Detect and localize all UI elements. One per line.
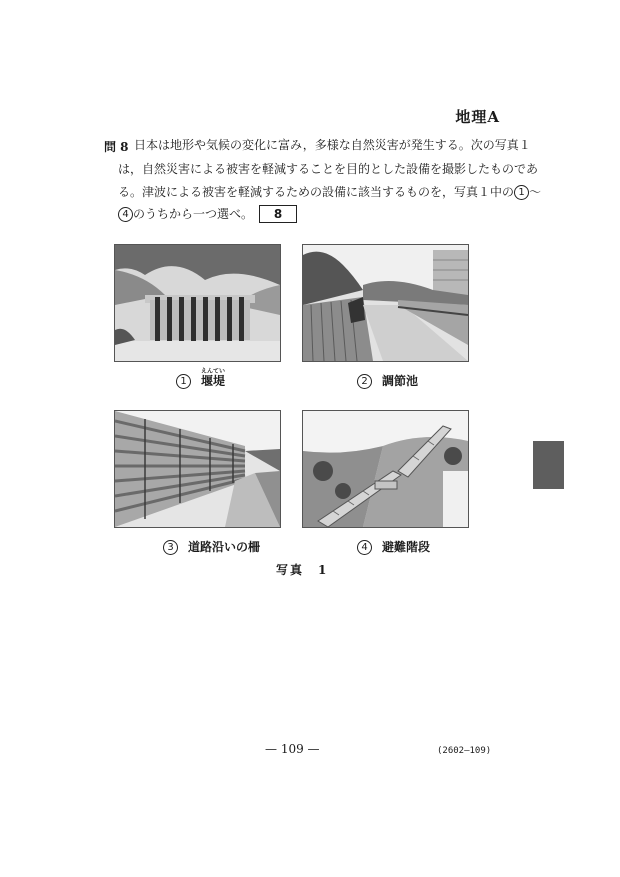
photo-4-evacuation-stairs [302, 410, 469, 528]
photo-3-roadside-fence [114, 410, 281, 528]
page-number: — 109 — [265, 742, 320, 756]
choice-end-marker: 4 [118, 207, 133, 222]
photo-3-label: 道路沿いの柵 [188, 540, 261, 554]
choice-start-marker: 1 [514, 185, 529, 200]
photo-2-label: 調節池 [382, 374, 419, 388]
page-code: (2602—109) [437, 746, 492, 756]
photo-2-number: 2 [357, 374, 372, 389]
question-line-3 [118, 184, 541, 200]
photo-set-title: 写真 1 [276, 563, 329, 577]
photo-1-caption [176, 368, 226, 389]
question-number: 問 8 [104, 140, 129, 154]
question-line-2: は，自然災害による被害を軽減することを目的とした設備を撮影したものであ [118, 162, 539, 176]
photo-4-number: 4 [357, 540, 372, 555]
section-tab-marker [533, 441, 564, 489]
photo-4-caption [357, 538, 430, 555]
photo-1-label: 堰堤 [201, 374, 226, 388]
photo-3-number: 3 [163, 540, 178, 555]
question-line-4-text: のうちから一つ選べ。 [133, 207, 254, 221]
photo-1-ruby: えんてい [201, 368, 226, 375]
answer-box[interactable]: 8 [259, 205, 297, 223]
photo-2-caption [357, 372, 418, 389]
photo-1-number: 1 [176, 374, 191, 389]
question-line-3-text: る。津波による被害を軽減するための設備に該当するものを，写真１中の [118, 185, 515, 199]
tilde: ～ [529, 185, 542, 199]
question-line-1: 日本は地形や気候の変化に富み，多様な自然災害が発生する。次の写真１ [134, 138, 531, 152]
photo-3-caption [163, 538, 260, 555]
photo-4-label: 避難階段 [382, 540, 431, 554]
question-line-4 [118, 205, 297, 223]
subject-heading: 地理A [455, 108, 500, 126]
photo-2-retention-pond [302, 244, 469, 362]
photo-1-check-dam [114, 244, 281, 362]
